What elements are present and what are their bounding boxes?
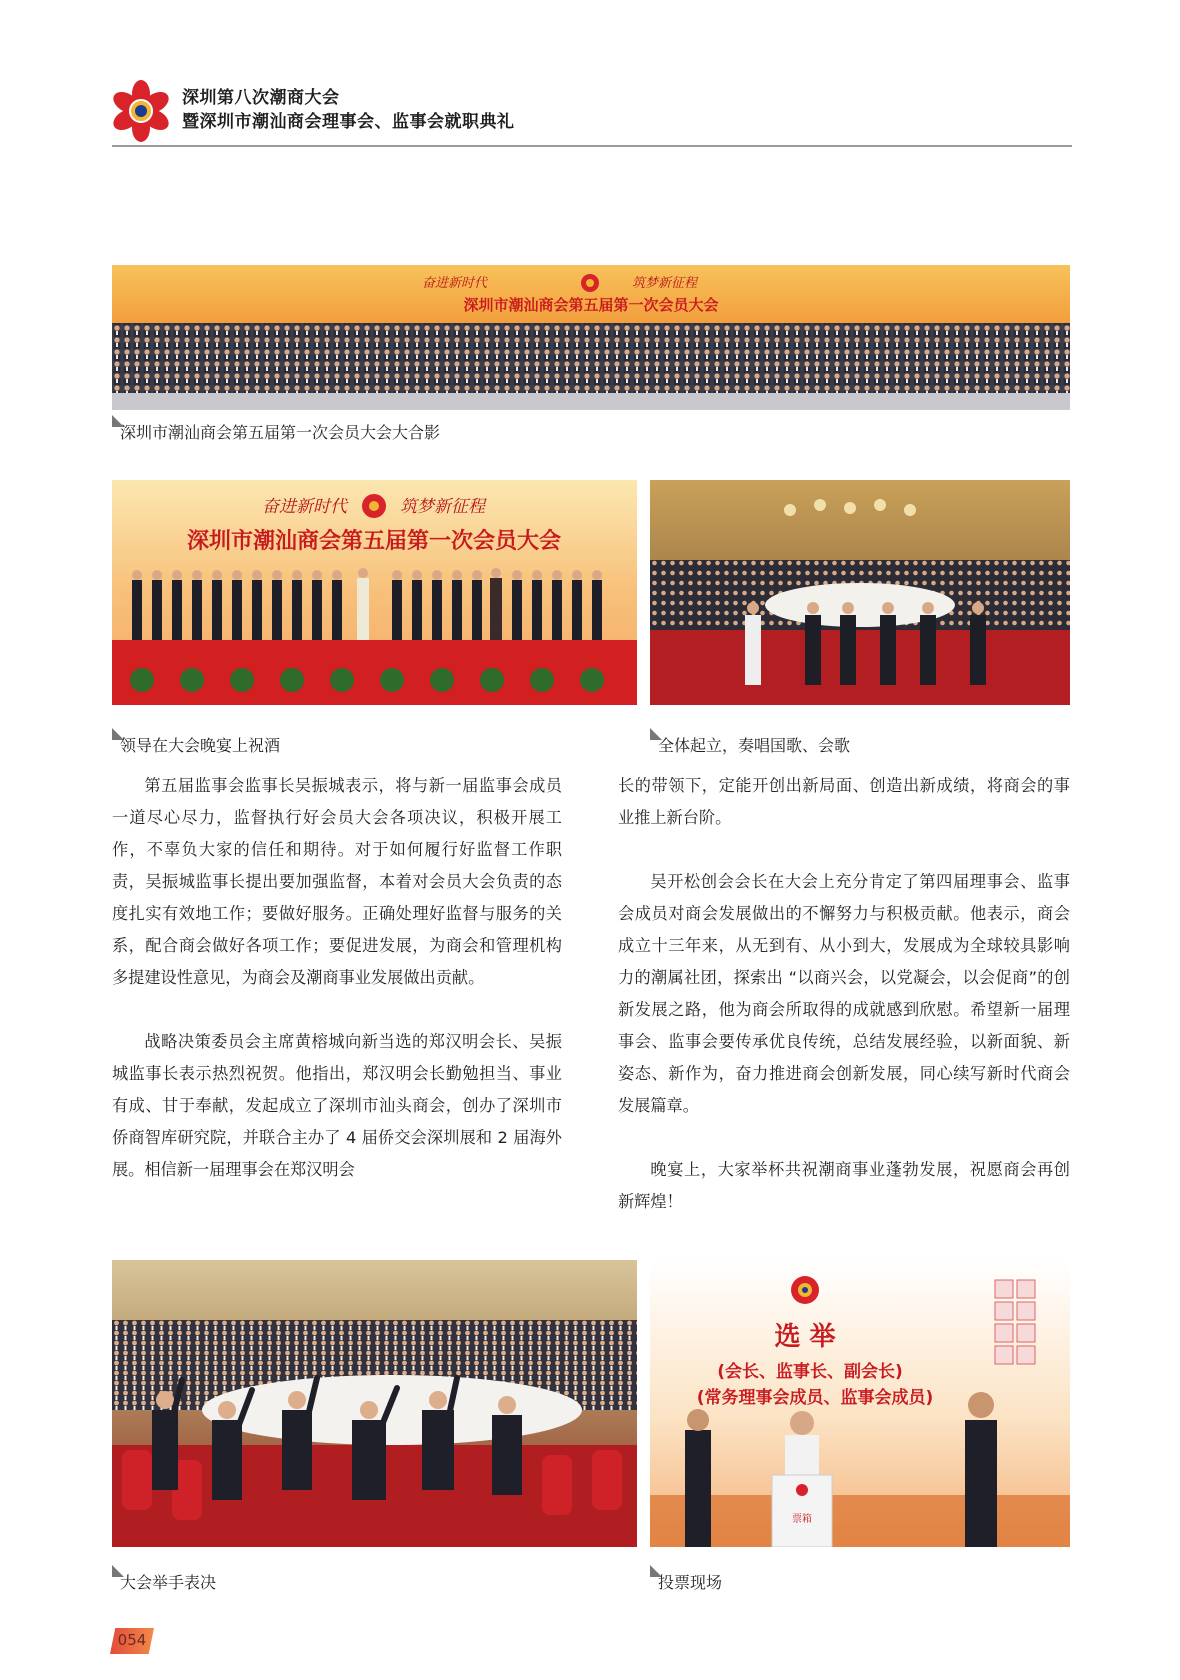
group-photo-caption: 深圳市潮汕商会第五届第一次会员大会大合影: [120, 423, 441, 442]
toast-banner-slogan-left: 奋进新时代: [262, 497, 347, 517]
article-paragraph: 第五届监事会监事长吴振城表示，将与新一届监事会成员一道尽心尽力，监督执行好会员大会各项决议，积极开展工作，不辜负大家的信任和期待。对于如何履行好监督工作职责，吴振城监事长提出要加强监督，本着对会员大会负责的态度扎实有效地工作；要做好服务。正确处理好监督与服务的关系，配合商会做好各项工作；要促进发展，为商会和管理机构多提建设性意见，为商会及潮商事业发展做出贡献。: [112, 776, 562, 987]
toast-banner-title: 深圳市潮汕商会第五届第一次会员大会: [186, 529, 562, 554]
anthem-photo-caption: 全体起立，奏唱国歌、会歌: [658, 736, 851, 755]
toast-photo: [112, 480, 637, 705]
header-title-line1: 深圳第八次潮商大会: [182, 88, 340, 108]
group-banner-slogan-left: 奋进新时代: [422, 276, 488, 291]
ballot-box-label: 票箱: [792, 1514, 812, 1525]
ballot-screen-title: 选 举: [774, 1322, 836, 1352]
group-banner-title: 深圳市潮汕商会第五届第一次会员大会: [463, 296, 719, 314]
article-left-column: [112, 770, 562, 1186]
article-paragraph: 长的带领下，定能开创出新局面、创造出新成绩，将商会的事业推上新台阶。: [618, 776, 1070, 827]
ballot-photo-caption: 投票现场: [658, 1573, 723, 1592]
vote-hands-caption: 大会举手表决: [120, 1573, 217, 1592]
article-paragraph: 战略决策委员会主席黄榕城向新当选的郑汉明会长、吴振城监事长表示热烈祝贺。他指出，郑汉明会长勤勉担当、事业有成、甘于奉献，发起成立了深圳市汕头商会，创办了深圳市侨商智库研究院，并联合主办了 4 届侨交会深圳展和 2 届海外展。相信新一届理事会在郑汉明会: [112, 1032, 562, 1179]
article-paragraph: 晚宴上，大家举杯共祝潮商事业蓬勃发展，祝愿商会再创新辉煌！: [618, 1160, 1070, 1211]
ballot-screen-line1: (会长、监事长、副会长): [717, 1362, 903, 1382]
anthem-photo: [650, 480, 1070, 705]
page-number: 054: [117, 1631, 147, 1649]
article-paragraph: 吴开松创会会长在大会上充分肯定了第四届理事会、监事会成员对商会发展做出的不懈努力与积极贡献。他表示，商会成立十三年来，从无到有、从小到大，发展成为全球较具影响力的潮属社团，探索出 “以商兴会，以党凝会，以会促商”的创新发展之路，他为商会所取得的成就感到欣慰。希望新一届理事会、监事会要传承优良传统，总结发展经验，以新面貌、新姿态、新作为，奋力推进商会创新发展，同心续写新时代商会发展篇章。: [618, 872, 1070, 1115]
toast-banner-slogan-right: 筑梦新征程: [400, 497, 485, 517]
group-banner-slogan-right: 筑梦新征程: [632, 276, 698, 291]
ballot-photo: [650, 1260, 1070, 1547]
header-title-line2: 暨深圳市潮汕商会理事会、监事会就职典礼: [182, 112, 515, 132]
vote-hands-photo: [112, 1260, 637, 1547]
toast-photo-caption: 领导在大会晚宴上祝酒: [120, 736, 281, 755]
article-right-column: [618, 770, 1070, 1218]
header-divider: [112, 145, 1072, 147]
association-logo: [110, 80, 172, 142]
ballot-screen-line2: (常务理事会成员、监事会成员): [696, 1388, 934, 1408]
group-photo: [112, 265, 1070, 410]
